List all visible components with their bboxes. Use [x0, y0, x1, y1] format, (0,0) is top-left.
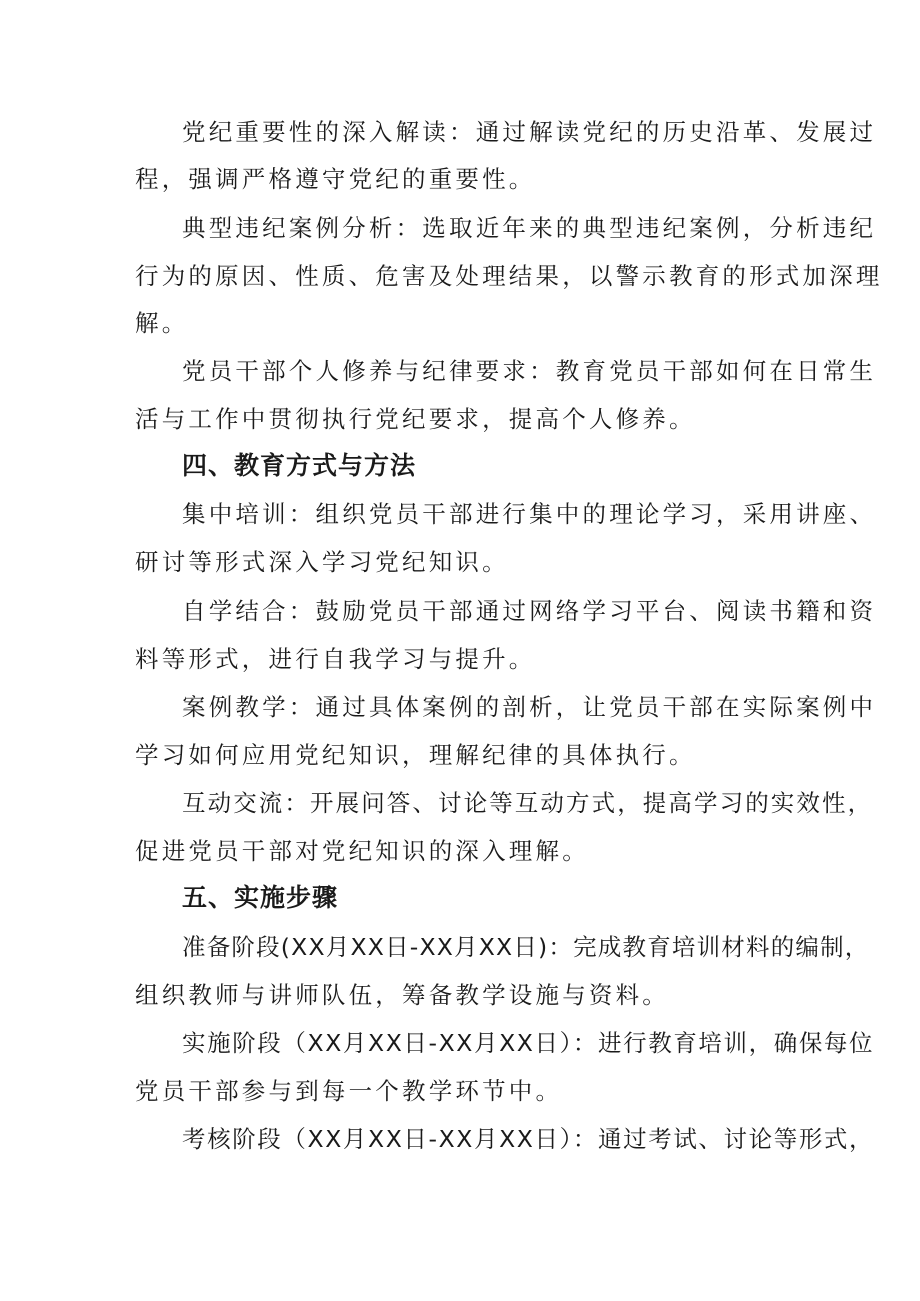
paragraph-line: 自学结合：鼓励党员干部通过网络学习平台、阅读书籍和资: [182, 597, 877, 625]
paragraph-line: 解。: [135, 309, 189, 337]
paragraph-line: 党纪重要性的深入解读：通过解读党纪的历史沿革、发展过: [182, 118, 877, 146]
paragraph-line: 集中培训：组织党员干部进行集中的理论学习，采用讲座、: [182, 500, 877, 528]
paragraph-line: 料等形式，进行自我学习与提升。: [135, 645, 536, 673]
paragraph-line: 活与工作中贯彻执行党纪要求，提高个人修养。: [135, 405, 696, 433]
paragraph-line: 党员干部参与到每一个教学环节中。: [135, 1077, 563, 1105]
paragraph-line: 党员干部个人修养与纪律要求：教育党员干部如何在日常生: [182, 357, 877, 385]
paragraph-line: 典型违纪案例分析：选取近年来的典型违纪案例，分析违纪: [182, 214, 877, 242]
paragraph-line: 行为的原因、性质、危害及处理结果，以警示教育的形式加深理: [135, 262, 883, 290]
paragraph-line: 准备阶段(XX月XX日-XX月XX日)：完成教育培训材料的编制，: [182, 933, 870, 961]
paragraph-line: 互动交流：开展问答、讨论等互动方式，提高学习的实效性，: [182, 789, 874, 817]
section-heading: 五、实施步骤: [182, 883, 339, 912]
paragraph-line: 组织教师与讲师队伍，筹备教学设施与资料。: [135, 981, 669, 1009]
paragraph-line: 案例教学：通过具体案例的剖析，让党员干部在实际案例中: [182, 693, 877, 721]
paragraph-line: 学习如何应用党纪知识，理解纪律的具体执行。: [135, 741, 696, 769]
paragraph-line: 程，强调严格遵守党纪的重要性。: [135, 165, 536, 193]
paragraph-line: 研讨等形式深入学习党纪知识。: [135, 548, 509, 576]
paragraph-line: 促进党员干部对党纪知识的深入理解。: [135, 837, 589, 865]
paragraph-line: 考核阶段（XX月XX日-XX月XX日）：通过考试、讨论等形式，: [182, 1125, 875, 1153]
section-heading: 四、教育方式与方法: [182, 451, 417, 480]
paragraph-line: 实施阶段（XX月XX日-XX月XX日）：进行教育培训，确保每位: [182, 1029, 875, 1057]
